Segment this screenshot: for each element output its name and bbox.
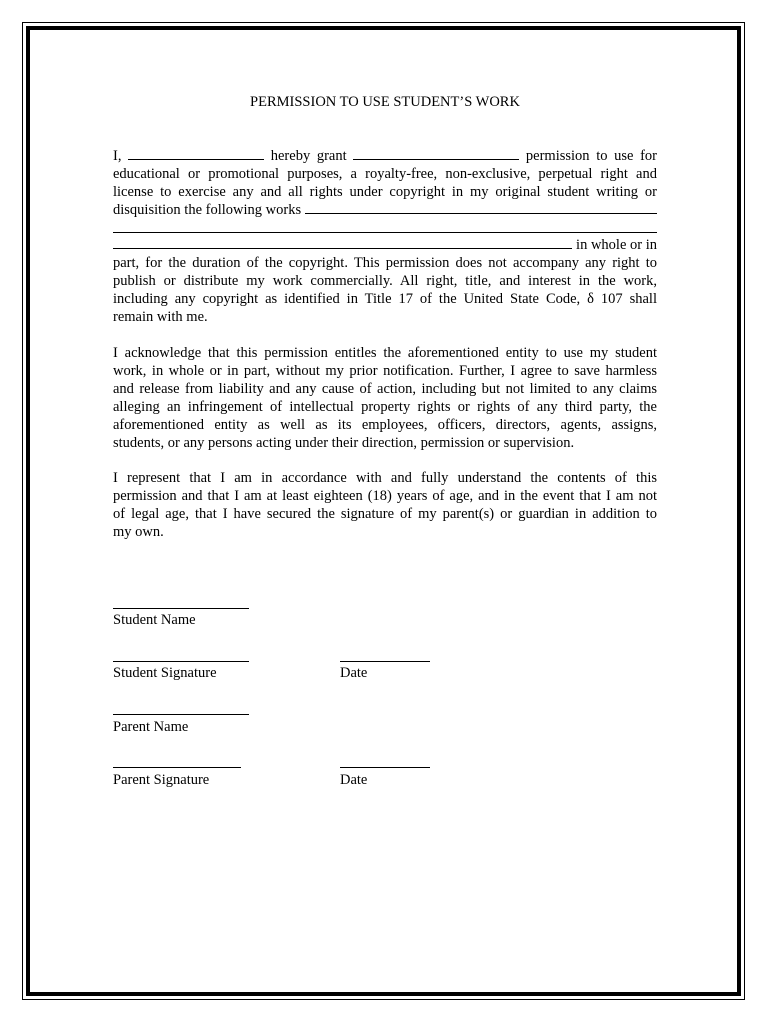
- parent-signature-line[interactable]: [113, 767, 241, 768]
- para1-line4: disquisition the following works: [113, 201, 657, 219]
- para2-line: work, in whole or in part, without my prior notification. Further, I agree to save harmless: [113, 363, 657, 379]
- para1-line7: part, for the duration of the copyright. This permission does not accompany any right to: [113, 255, 657, 271]
- works-blank-2[interactable]: [113, 232, 657, 233]
- student-name-label: Student Name: [113, 612, 196, 628]
- para1-line2: educational or promotional purposes, a royalty-free, non-exclusive, perpetual right and: [113, 166, 657, 182]
- student-date-line[interactable]: [340, 661, 430, 662]
- student-name-blank[interactable]: [128, 147, 264, 160]
- para2-line: aforementioned entity as well as its employees, officers, directors, agents, assigns,: [113, 417, 657, 433]
- works-blank-3[interactable]: [113, 236, 572, 249]
- para1-line1: I, hereby grant permission to use for: [113, 148, 657, 164]
- student-signature-line[interactable]: [113, 661, 249, 662]
- parent-name-label: Parent Name: [113, 719, 189, 735]
- para1-line6: in whole or in: [113, 236, 657, 254]
- student-name-line[interactable]: [113, 608, 249, 609]
- document-title: PERMISSION TO USE STUDENT’S WORK: [250, 94, 520, 110]
- parent-date-line[interactable]: [340, 767, 430, 768]
- para2-line: and release from liability and any cause of action, including but not limited to any claims: [113, 381, 657, 397]
- para1-line9: including any copyright as identified in Title 17 of the United State Code, δ 107 shall: [113, 291, 657, 307]
- parent-name-line[interactable]: [113, 714, 249, 715]
- para1-line10: remain with me.: [113, 309, 208, 325]
- para3-line: I represent that I am in accordance with and fully understand the contents of this: [113, 470, 657, 486]
- works-blank-1[interactable]: [305, 201, 657, 214]
- grantee-blank[interactable]: [353, 147, 519, 160]
- para1-line8: publish or distribute my work commercially. All right, title, and interest in the work,: [113, 273, 657, 289]
- parent-date-label: Date: [340, 772, 368, 788]
- para3-line: permission and that I am at least eighteen (18) years of age, and in the event that I am not: [113, 488, 657, 504]
- parent-signature-label: Parent Signature: [113, 772, 210, 788]
- para2-line: I acknowledge that this permission entitles the aforementioned entity to use my student: [113, 345, 657, 361]
- student-date-label: Date: [340, 665, 368, 681]
- student-signature-label: Student Signature: [113, 665, 217, 681]
- para1-line3: license to exercise any and all rights under copyright in my original student writing or: [113, 184, 657, 200]
- para2-line: students, or any persons acting under their direction, permission or supervision.: [113, 435, 575, 451]
- para3-line: of legal age, that I have secured the signature of my parent(s) or guardian in addition to: [113, 506, 657, 522]
- para3-line: my own.: [113, 524, 164, 540]
- para2-line: alleging an infringement of intellectual property rights or rights of any third party, the: [113, 399, 657, 415]
